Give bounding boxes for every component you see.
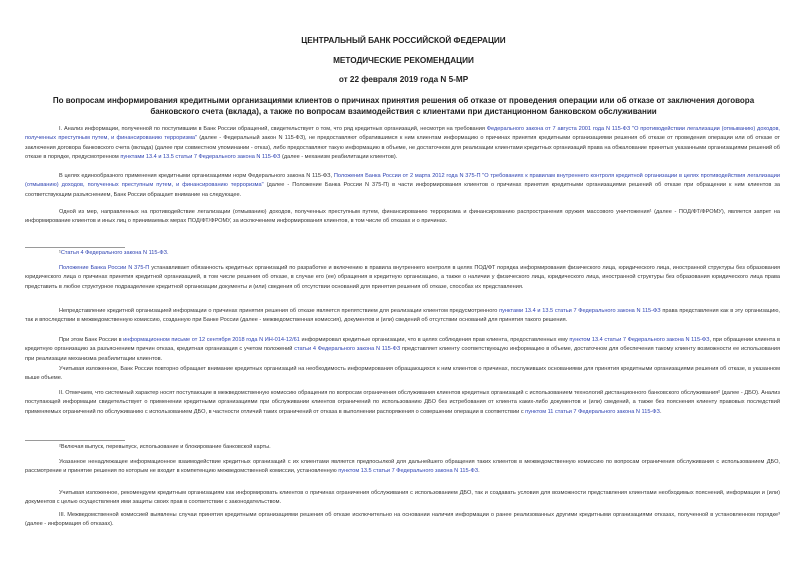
footnote-2-mark: ² (59, 444, 61, 450)
footnote-2-text: Включая выпуск, перевыпуск, использование и блокирование банковской карты. (60, 444, 271, 450)
paragraph-11: III. Межведомственной комиссией выявлены случаи принятия кредитными организациями решения об отказе исключительно на основании наличия информации о ранее реализованных другими кредитными организациями отказах, полученной в установленном порядке³ (далее - информация об отказах). (25, 512, 780, 528)
document-type: МЕТОДИЧЕСКИЕ РЕКОМЕНДАЦИИ (333, 56, 474, 65)
footnote-2 (25, 443, 780, 452)
info-letter-link[interactable]: информационном письме от 12 сентября 2018 года N ИН-014-12/61 (123, 337, 300, 343)
paragraph-5 (25, 307, 780, 326)
paragraph-8 (25, 389, 780, 417)
paragraph-9 (25, 458, 780, 477)
paragraph-7: Учитывая изложенное, Банк России повторно обращает внимание кредитных организаций на необходимость информирования обращающихся к ним клиентов о причинах, послуживших основаниями для принятия кредитными организациями решения об отказе, в указанном выше объеме. (25, 366, 780, 382)
law-point-13-5-link[interactable]: пунктом 13.5 статьи 7 Федерального закона N 115-ФЗ (338, 468, 479, 475)
paragraph-1-text-c: (далее - механизм реабилитации клиентов). (280, 153, 398, 160)
paragraph-9-text-b: . (478, 468, 480, 475)
paragraph-6 (25, 336, 780, 364)
paragraph-6-text-c: , при обращении клиента в кредитную организацию за разъяснением причин отказа, кредитная организация с учетом положений (25, 337, 780, 353)
law-115fz-link[interactable]: Федерального закона от 7 августа 2001 года N 115-ФЗ "О противодействии легализации (отмыванию) доходов, полученных преступным путем, и финансированию терроризма" (25, 126, 780, 142)
paragraph-6-text-a: При этом Банк России в (59, 337, 124, 343)
law-article-4-link[interactable]: статьи 4 Федерального закона N 115-ФЗ (294, 346, 401, 353)
regulation-375p-short-link[interactable]: Положение Банка России N 375-П (59, 265, 150, 271)
law-point-13-4-link[interactable]: пунктом 13.4 статьи 7 Федерального закона N 115-ФЗ (569, 337, 710, 343)
paragraph-5-text-a: Непредставление кредитной организацией информации о причинах принятия решения об отказе является препятствием для реализации клиентом предусмотренного (59, 308, 500, 314)
law-points-13-4-13-5-link-2[interactable]: пунктами 13.4 и 13.5 статьи 7 Федерального закона N 115-ФЗ (499, 308, 661, 314)
law-points-13-4-13-5-link[interactable]: пунктами 13.4 и 13.5 статьи 7 Федерального закона N 115-ФЗ (120, 153, 281, 160)
paragraph-1-text-a: I. Анализ информации, полученной по поступившим в Банк России обращений, свидетельствует о том, что ряд кредитных организаций, несмотря на требования (59, 126, 487, 132)
footnote-divider-2 (25, 440, 125, 441)
law-point-11-link[interactable]: пунктом 11 статьи 7 Федерального закона N 115-ФЗ (525, 408, 660, 415)
footnote-divider (25, 247, 125, 248)
paragraph-10: Учитывая изложенное, рекомендуем кредитным организациям как информировать клиентов о причинах ограничения обслуживания с использованием ДБО, так и создавать условия для возможности представления клиентами необходимых пояснений, информации и (или) документов с целью осуществления ими защиты своих прав в соответствии с законодательством. (25, 490, 780, 506)
issuer-title: ЦЕНТРАЛЬНЫЙ БАНК РОССИЙСКОЙ ФЕДЕРАЦИИ (301, 36, 506, 45)
footnote-1 (25, 249, 780, 258)
paragraph-2 (25, 172, 780, 200)
paragraph-2-text-b: (далее - Положение Банка России N 375-П) в части информирования клиентов о причинах принятия кредитными организациями решений об отказе при обращении к ним клиентов за соответствующим разъяснением, Банк России обращает внимание на следующее. (25, 182, 781, 198)
footnote-1-link[interactable]: Статья 4 Федерального закона N 115-ФЗ. (60, 250, 169, 256)
paragraph-4 (25, 264, 780, 292)
paragraph-8-text-b: . (659, 408, 662, 415)
paragraph-1-text-b: (далее - Федеральный закон N 115-ФЗ), не предоставляют обратившимся к ним клиентам информацию о причинах принятия кредитными организациями решения об отказе от проведения операции или об отказе от заключения договора банковского счета (вклада) (далее при совместном упоминании - отказ), либо предоставляют такую информацию в объеме, не достаточном для реализации клиентами кредитных организаций права на обжалование принятых указанными организациями решений об отказе в порядке, предусмотренном (25, 135, 780, 160)
document-date: от 22 февраля 2019 года N 5-МР (338, 75, 469, 84)
paragraph-8-text-a: II. Отмечаем, что системный характер носят поступающие в межведомственную комиссию обращения по вопросам ограничения обслуживания клиентов кредитных организаций с использованием технологий дистанционного банковского обслуживания² (далее - ДБО). Анализ поступающей информации свидетельствует о применении кредитными организациями при обслуживании клиентов ограничений по использованию ДБО без истребования от клиента каких-либо документов и (или) сведений, а также без пояснения клиенту правовых последствий применяемых ограничений по обслуживанию с использованием ДБО, в частности отличий таких ограничений от отказа в выполнении распоряжения о совершении операции в соответствии с (25, 390, 780, 415)
document-subject: По вопросам информирования кредитными организациями клиентов о причинах принятия решения об отказе от проведения операции или об отказе от заключения договора банковского счета (вклада), а также по вопросам взаимодействия с клиентами при дистанционном банковском обслуживании (52, 96, 755, 116)
footnote-1-mark: ¹ (59, 250, 61, 256)
paragraph-9-text-a: Указанное ненадлежащее информационное взаимодействие кредитных организаций с их клиентами является предпосылкой для дальнейшего обращения таких клиентов в межведомственную комиссию по вопросам ограничения обслуживания с использованием ДБО, рассмотрение и принятие решения по которым не входит в компетенцию межведомственной комиссии, установленную (25, 459, 780, 475)
paragraph-3: Одной из мер, направленных на противодействие легализации (отмыванию) доходов, полученных преступным путем, финансированию терроризма и финансированию распространения оружия массового уничтожения¹ (далее - ПОД/ФТ/ФРОМУ), является запрет на информирование клиентов и иных лиц о принимаемых мерах ПОД/ФТ/ФРОМУ, за исключением информирования клиентов, в том числе об отказах и о причинах. (25, 209, 780, 225)
paragraph-6-text-b: информировал кредитные организации, что в целях соблюдения прав клиента, предоставленных ему (299, 337, 570, 343)
paragraph-6-text-d: представляет клиенту соответствующую информацию в объеме, достаточном для обеспечения такому клиенту возможности ее использования при реализации механизма реабилитации клиентов. (25, 346, 780, 362)
paragraph-5-text-b: права представления как в эту организацию, так и впоследствии в межведомственную комиссию, созданную при Банке России (далее - межведомственная комиссия), документов и (или) сведений об отсутствии оснований для принятия такого решения. (25, 308, 780, 324)
paragraph-1 (25, 125, 780, 162)
paragraph-4-text: устанавливает обязанность кредитных организаций по разработке и включению в правила внутреннего контроля в целях ПОД/ФТ порядка информирования физического лица, юридического лица, иностранной структуры без образования юридического лица о причинах принятия кредитной организацией, в том числе решения об отказе, в случае его (ее) обращения в кредитную организацию, а также о наличии у физического лица, юридического лица, иностранной структуры без образования юридического лица права представить в любое структурное подразделение кредитной организации документы и (или) сведения об отсутствии оснований для принятия решения об отказе, способах их представления. (25, 265, 780, 290)
paragraph-2-text-a: В целях единообразного применения кредитными организациями норм Федерального закона N 115-ФЗ, (59, 173, 334, 179)
regulation-375p-link[interactable]: Положения Банка России от 2 марта 2012 года N 375-П "О требованиях к правилам внутреннего контроля кредитной организации в целях противодействия легализации (отмыванию) доходов, полученных преступным путем, и финансированию терроризма" (25, 173, 781, 189)
